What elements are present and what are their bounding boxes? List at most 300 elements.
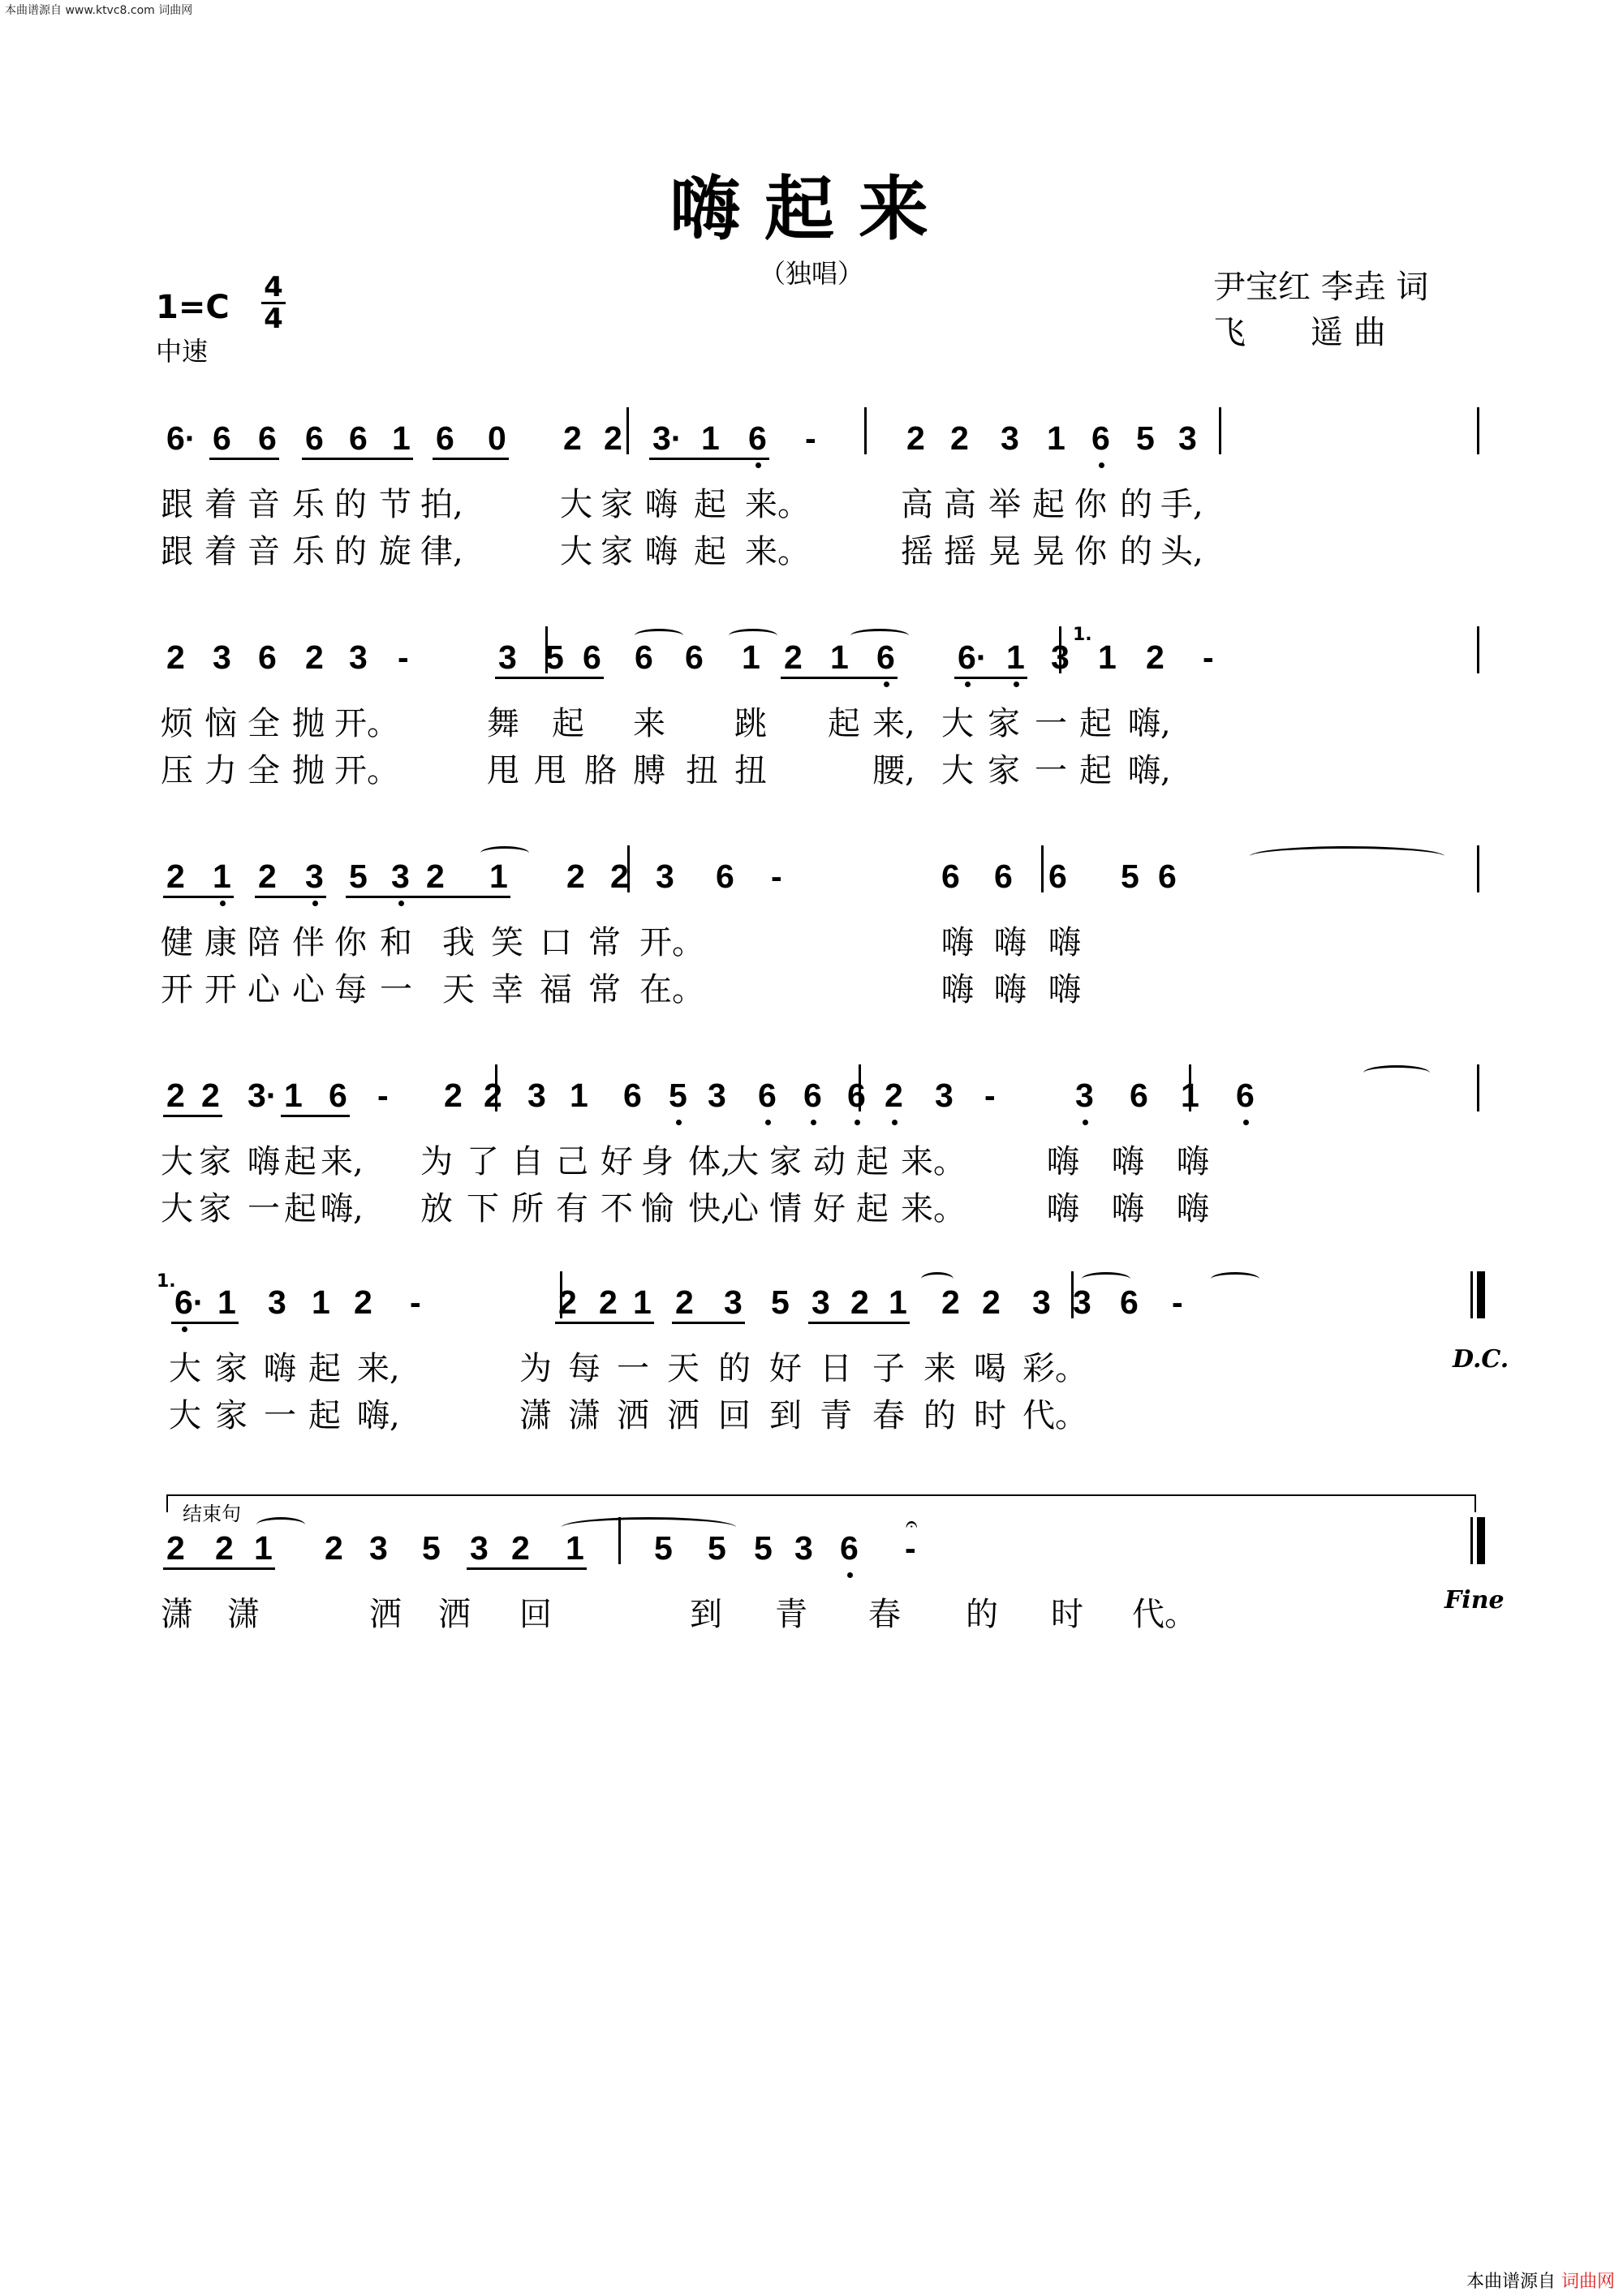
lyric-verse-1: 嗨, [1128, 705, 1171, 742]
watermark-top: 本曲谱源自 www.ktvc8.com 词曲网 [5, 4, 193, 17]
note: 5 [1136, 419, 1155, 457]
note: 2 [305, 638, 324, 676]
note: 6 [1158, 858, 1177, 895]
low-octave-dot [1099, 462, 1104, 468]
lyric-verse-1: 大 [726, 1143, 759, 1180]
final-barline [1470, 1271, 1473, 1318]
lyric-verse-2: 嗨 [1112, 1190, 1144, 1228]
lyric-verse-2: 回 [718, 1397, 751, 1434]
lyric-verse-2: 起 [308, 1397, 341, 1434]
note: 5 [754, 1529, 773, 1567]
lyric-verse-2: 起 [856, 1190, 889, 1228]
lyric-verse-1: 时 [1051, 1596, 1083, 1633]
lyric-verse-1: 家 [215, 1350, 248, 1387]
lyric-verse-1: 起 [828, 705, 860, 742]
note: 5 [1121, 858, 1139, 895]
lyric-verse-1: 自 [511, 1143, 544, 1180]
barline [1041, 845, 1044, 892]
lyric-verse-2: 摇 [944, 533, 976, 570]
lyric-verse-2: 一 [380, 971, 412, 1008]
lyric-verse-1: 彩。 [1022, 1350, 1087, 1387]
note: 6 [258, 638, 277, 676]
lyric-verse-1: 的 [334, 486, 367, 523]
note: 3 [812, 1283, 830, 1321]
note: 6 [847, 1077, 866, 1114]
lyric-verse-1: 嗨 [941, 924, 974, 961]
note: 2 [444, 1077, 463, 1114]
note: 6 [1120, 1283, 1139, 1321]
note: 6· [174, 1283, 204, 1321]
note: 2 [784, 638, 803, 676]
lyric-verse-2: 大 [169, 1397, 201, 1434]
beam-underline [255, 896, 326, 898]
ending-label: 结束句 [183, 1503, 241, 1525]
lyric-verse-1: 健 [161, 924, 193, 961]
note: 1 [830, 638, 849, 676]
note: 5 [669, 1077, 687, 1114]
lyric-verse-1: 起 [856, 1143, 889, 1180]
lyric-verse-1: 来 [633, 705, 665, 742]
beam-underline [302, 458, 413, 460]
barline [1477, 845, 1479, 892]
lyric-verse-2: 起 [1079, 752, 1112, 789]
beam-underline [542, 677, 604, 679]
lyric-verse-1: 举 [988, 486, 1021, 523]
lyric-verse-1: 乐 [292, 486, 325, 523]
lyric-verse-2: 抛 [292, 752, 325, 789]
lyric-verse-2: 家 [199, 1190, 231, 1228]
note: 2 [166, 858, 185, 895]
beam-underline [388, 896, 510, 898]
note: 5 [349, 858, 368, 895]
lyric-verse-2: 快, [688, 1190, 731, 1228]
lyric-verse-1: 天 [667, 1350, 700, 1387]
note: 1 [566, 1529, 584, 1567]
note: 3 [391, 858, 410, 895]
lyric-verse-2: 幸 [491, 971, 523, 1008]
lyric-verse-2: 的 [923, 1397, 956, 1434]
note: 3 [656, 858, 674, 895]
note: - [1203, 638, 1214, 676]
beam-underline [781, 677, 898, 679]
note: 5 [654, 1529, 673, 1567]
note: 3 [349, 638, 368, 676]
note: 2 [950, 419, 969, 457]
low-octave-dot [765, 1120, 771, 1125]
note: 2 [426, 858, 445, 895]
low-octave-dot [884, 681, 889, 687]
note: 3 [724, 1283, 743, 1321]
lyric-verse-2: 扭 [686, 752, 718, 789]
lyric-verse-1: 来。 [745, 486, 810, 523]
lyric-verse-2: 心 [726, 1190, 759, 1228]
lyric-verse-1: 一 [1035, 705, 1067, 742]
lyric-verse-2: 嗨 [1047, 1190, 1079, 1228]
note: 2 [610, 858, 629, 895]
lyric-verse-1: 春 [868, 1596, 901, 1633]
slur [562, 1517, 736, 1537]
note: 3 [268, 1283, 286, 1321]
note: 2 [563, 419, 582, 457]
note: 2 [558, 1283, 577, 1321]
lyric-verse-1: 洒 [438, 1596, 471, 1633]
lyric-verse-1: 起 [552, 705, 584, 742]
lyric-verse-2: 福 [540, 971, 572, 1008]
lyric-verse-2: 大 [941, 752, 974, 789]
lyric-verse-1: 回 [519, 1596, 552, 1633]
note: 3 [1001, 419, 1019, 457]
lyric-verse-1: 来 [923, 1350, 956, 1387]
composer-credit: 飞 遥 曲 [1213, 314, 1386, 351]
low-octave-dot [965, 681, 971, 687]
lyric-verse-1: 高 [901, 486, 933, 523]
lyric-verse-2: 摇 [901, 533, 933, 570]
barline [1219, 407, 1221, 454]
lyric-verse-1: 的 [1120, 486, 1152, 523]
lyric-verse-2: 甩 [487, 752, 519, 789]
lyric-verse-1: 大 [161, 1143, 193, 1180]
beam-underline [954, 677, 1027, 679]
fermata-icon: 𝄐 [906, 1512, 918, 1537]
beam-underline [163, 896, 234, 898]
lyric-verse-2: 音 [248, 533, 280, 570]
lyric-verse-2: 扭 [734, 752, 767, 789]
note: 2 [566, 858, 585, 895]
lyric-verse-2: 嗨 [941, 971, 974, 1008]
note: 6 [685, 638, 704, 676]
low-octave-dot [676, 1120, 682, 1125]
note: 1 [1181, 1077, 1199, 1114]
lyric-verse-1: 日 [820, 1350, 852, 1387]
lyric-verse-1: 来, [321, 1143, 364, 1180]
note: 6 [583, 638, 601, 676]
time-sig-top: 4 [264, 271, 283, 303]
lyric-verse-1: 手, [1160, 486, 1203, 523]
note: 3 [305, 858, 324, 895]
lyric-verse-2: 起 [694, 533, 726, 570]
note: 1 [889, 1283, 907, 1321]
note: 6· [166, 419, 196, 457]
lyric-verse-1: 开。 [639, 924, 704, 961]
lyric-verse-2: 的 [1120, 533, 1152, 570]
note: 3 [1051, 638, 1070, 676]
lyric-verse-2: 下 [467, 1190, 499, 1228]
lyric-verse-2: 不 [601, 1190, 633, 1228]
lyric-verse-2: 每 [334, 971, 367, 1008]
note: 1 [213, 858, 231, 895]
lyric-verse-2: 心 [248, 971, 280, 1008]
note: 3 [470, 1529, 489, 1567]
subtitle: （独唱） [759, 258, 863, 289]
slur [480, 846, 529, 860]
lyric-verse-2: 起 [284, 1190, 316, 1228]
lyric-verse-2: 压 [161, 752, 193, 789]
lyric-verse-2: 大 [161, 1190, 193, 1228]
lyric-verse-1: 你 [334, 924, 367, 961]
beam-underline [163, 1115, 222, 1117]
lyric-verse-2: 所 [511, 1190, 544, 1228]
low-octave-dot [182, 1326, 187, 1332]
barline [864, 407, 867, 454]
lyric-verse-1: 好 [601, 1143, 633, 1180]
watermark-bottom-b: 词曲网 [1556, 2272, 1615, 2292]
lyric-verse-1: 己 [556, 1143, 588, 1180]
lyric-verse-2: 的 [334, 533, 367, 570]
lyric-verse-2: 晃 [1032, 533, 1065, 570]
lyric-verse-1: 伴 [292, 924, 325, 961]
lyric-verse-2: 在。 [639, 971, 704, 1008]
note: 6 [623, 1077, 642, 1114]
note: 2 [599, 1283, 618, 1321]
final-barline-thick [1479, 1271, 1485, 1318]
note: 3 [708, 1077, 726, 1114]
lyric-verse-2: 家 [215, 1397, 248, 1434]
lyric-verse-2: 甩 [534, 752, 566, 789]
note: 2 [604, 419, 622, 457]
note: 3 [498, 638, 517, 676]
note: 1 [701, 419, 720, 457]
note: 3· [248, 1077, 278, 1114]
note: 3 [794, 1529, 813, 1567]
note: 6 [1236, 1077, 1255, 1114]
note: 1 [284, 1077, 303, 1114]
note: 3 [1178, 419, 1197, 457]
lyric-verse-1: 和 [380, 924, 412, 961]
note: 2 [484, 1077, 502, 1114]
lyric-verse-1: 动 [813, 1143, 846, 1180]
lyric-verse-2: 嗨, [321, 1190, 364, 1228]
note: 1 [217, 1283, 236, 1321]
ending-bracket [166, 1494, 1476, 1512]
lyric-verse-2: 潇 [568, 1397, 601, 1434]
beam-underline [433, 458, 509, 460]
note: 1 [633, 1283, 652, 1321]
lyric-verse-1: 到 [690, 1596, 722, 1633]
lyric-verse-2: 胳 [584, 752, 617, 789]
lyric-verse-1: 家 [988, 705, 1020, 742]
note: 6 [1048, 858, 1067, 895]
slur [729, 629, 777, 643]
note: 2 [982, 1283, 1001, 1321]
note: - [377, 1077, 389, 1114]
beam-underline [209, 458, 279, 460]
note: 2 [511, 1529, 530, 1567]
note: 1 [254, 1529, 273, 1567]
note: 6 [436, 419, 454, 457]
note: 6 [258, 419, 277, 457]
lyric-verse-2: 跟 [161, 533, 193, 570]
watermark-bottom [1466, 2268, 1615, 2293]
low-octave-dot [847, 1572, 853, 1578]
note: 6 [716, 858, 734, 895]
lyric-verse-2: 嗨, [357, 1397, 400, 1434]
note: 2 [850, 1283, 869, 1321]
low-octave-dot [1014, 681, 1019, 687]
lyric-verse-2: 一 [248, 1190, 280, 1228]
lyric-verse-2: 家 [601, 533, 633, 570]
lyric-verse-2: 放 [420, 1190, 453, 1228]
lyric-verse-2: 开 [161, 971, 193, 1008]
lyric-verse-2: 嗨 [1177, 1190, 1209, 1228]
lyric-verse-1: 大 [169, 1350, 201, 1387]
lyric-verse-1: 着 [204, 486, 237, 523]
barline [626, 407, 629, 454]
note: 6 [994, 858, 1013, 895]
note: 6 [803, 1077, 822, 1114]
slur [1363, 1065, 1430, 1081]
lyric-verse-1: 拍, [420, 486, 463, 523]
lyric-verse-1: 每 [568, 1350, 601, 1387]
lyric-verse-1: 为 [420, 1143, 453, 1180]
lyric-verse-2: 嗨, [1128, 752, 1171, 789]
note: 3 [369, 1529, 388, 1567]
note: 3 [1032, 1283, 1051, 1321]
lyric-verse-1: 高 [944, 486, 976, 523]
lyric-verse-1: 洒 [369, 1596, 402, 1633]
beam-underline [467, 1567, 587, 1570]
note: - [410, 1283, 421, 1321]
volta-mark: 1. [1073, 625, 1092, 645]
lyric-verse-1: 嗨 [1048, 924, 1081, 961]
lyric-verse-1: 烦 [161, 705, 193, 742]
note: - [984, 1077, 996, 1114]
lyric-verse-2: 愉 [641, 1190, 674, 1228]
note: 2 [325, 1529, 343, 1567]
lyric-verse-1: 嗨 [248, 1143, 280, 1180]
low-octave-dot [811, 1120, 816, 1125]
lyric-verse-1: 一 [617, 1350, 649, 1387]
lyric-verse-2: 律, [420, 533, 463, 570]
page-title: 嗨起来 [670, 168, 953, 250]
lyric-verse-2: 家 [988, 752, 1020, 789]
note: 1 [570, 1077, 588, 1114]
note: 1 [1098, 638, 1117, 676]
lyric-verse-2: 潇 [519, 1397, 552, 1434]
lyric-verse-1: 起 [694, 486, 726, 523]
lyric-verse-1: 抛 [292, 705, 325, 742]
lyric-verse-2: 你 [1074, 533, 1107, 570]
note: 1 [489, 858, 508, 895]
note: 3 [1073, 1283, 1091, 1321]
lyric-verse-2: 有 [556, 1190, 588, 1228]
lyric-verse-2: 春 [872, 1397, 905, 1434]
lyric-verse-1: 了 [467, 1143, 499, 1180]
lyric-verse-1: 全 [248, 705, 280, 742]
lyric-verse-1: 的 [718, 1350, 751, 1387]
note: 1 [312, 1283, 330, 1321]
slur [850, 629, 909, 643]
note: 6 [349, 419, 368, 457]
lyric-verse-1: 家 [199, 1143, 231, 1180]
beam-underline [672, 1322, 745, 1324]
lyric-verse-1: 青 [775, 1596, 807, 1633]
lyric-verse-1: 潇 [227, 1596, 260, 1633]
lyric-verse-1: 大 [560, 486, 592, 523]
note: 2 [354, 1283, 372, 1321]
lyric-verse-1: 嗨 [1112, 1143, 1144, 1180]
low-octave-dot [892, 1120, 898, 1125]
lyric-verse-2: 代。 [1022, 1397, 1087, 1434]
note: 2 [201, 1077, 220, 1114]
note: 1 [1047, 419, 1065, 457]
final-barline [1470, 1517, 1473, 1564]
slur [1250, 846, 1444, 866]
lyric-verse-1: 口 [540, 924, 572, 961]
barline [1477, 1064, 1479, 1111]
volta-mark: 1. [157, 1271, 176, 1292]
lyric-verse-1: 子 [872, 1350, 905, 1387]
note: 5 [422, 1529, 441, 1567]
note: 3· [652, 419, 682, 457]
tempo-marking: 中速 [156, 336, 209, 367]
fine-marking: Fine [1444, 1586, 1505, 1615]
lyric-verse-1: 音 [248, 486, 280, 523]
slur [1211, 1272, 1259, 1286]
lyric-verse-1: 陪 [248, 924, 280, 961]
note: 3 [527, 1077, 546, 1114]
lyric-verse-1: 家 [601, 486, 633, 523]
note: 3 [935, 1077, 954, 1114]
low-octave-dot [1243, 1120, 1249, 1125]
lyric-verse-1: 嗨 [1047, 1143, 1079, 1180]
lyric-verse-2: 全 [248, 752, 280, 789]
lyric-verse-2: 腰, [872, 752, 915, 789]
beam-underline [212, 1567, 275, 1570]
lyric-verse-1: 起 [1079, 705, 1112, 742]
lyric-verse-1: 起 [1032, 486, 1065, 523]
lyric-verse-2: 天 [442, 971, 475, 1008]
low-octave-dot [220, 901, 226, 906]
note: 2 [166, 1077, 185, 1114]
lyric-verse-2: 嗨 [994, 971, 1027, 1008]
note: 2 [1146, 638, 1165, 676]
note: 6 [758, 1077, 777, 1114]
note: 2 [166, 638, 185, 676]
lyric-verse-1: 跟 [161, 486, 193, 523]
note: 6 [748, 419, 767, 457]
lyric-verse-2: 青 [820, 1397, 852, 1434]
lyric-verse-2: 一 [1035, 752, 1067, 789]
lyric-verse-2: 到 [769, 1397, 802, 1434]
lyric-verse-2: 着 [204, 533, 237, 570]
lyric-verse-2: 头, [1160, 533, 1203, 570]
note: 2 [941, 1283, 960, 1321]
lyric-verse-2: 心 [292, 971, 325, 1008]
time-signature [261, 273, 286, 333]
barline [1477, 407, 1479, 454]
slur [1082, 1272, 1130, 1286]
note: 0 [488, 419, 506, 457]
note: 5 [545, 638, 564, 676]
lyric-verse-2: 旋 [379, 533, 411, 570]
lyric-verse-2: 时 [974, 1397, 1006, 1434]
low-octave-dot [855, 1120, 860, 1125]
note: - [398, 638, 409, 676]
beam-underline [808, 1322, 910, 1324]
lyric-verse-2: 嗨 [1048, 971, 1081, 1008]
note: 5 [771, 1283, 790, 1321]
lyric-verse-2: 洒 [617, 1397, 649, 1434]
lyric-verse-1: 代。 [1132, 1596, 1197, 1633]
note: 3 [1075, 1077, 1094, 1114]
note: 3 [213, 638, 231, 676]
lyric-verse-2: 嗨 [645, 533, 678, 570]
note: - [805, 419, 816, 457]
lyric-verse-2: 常 [588, 971, 621, 1008]
barline [1477, 626, 1479, 673]
lyric-verse-1: 嗨 [264, 1350, 296, 1387]
lyric-verse-2: 晃 [988, 533, 1021, 570]
